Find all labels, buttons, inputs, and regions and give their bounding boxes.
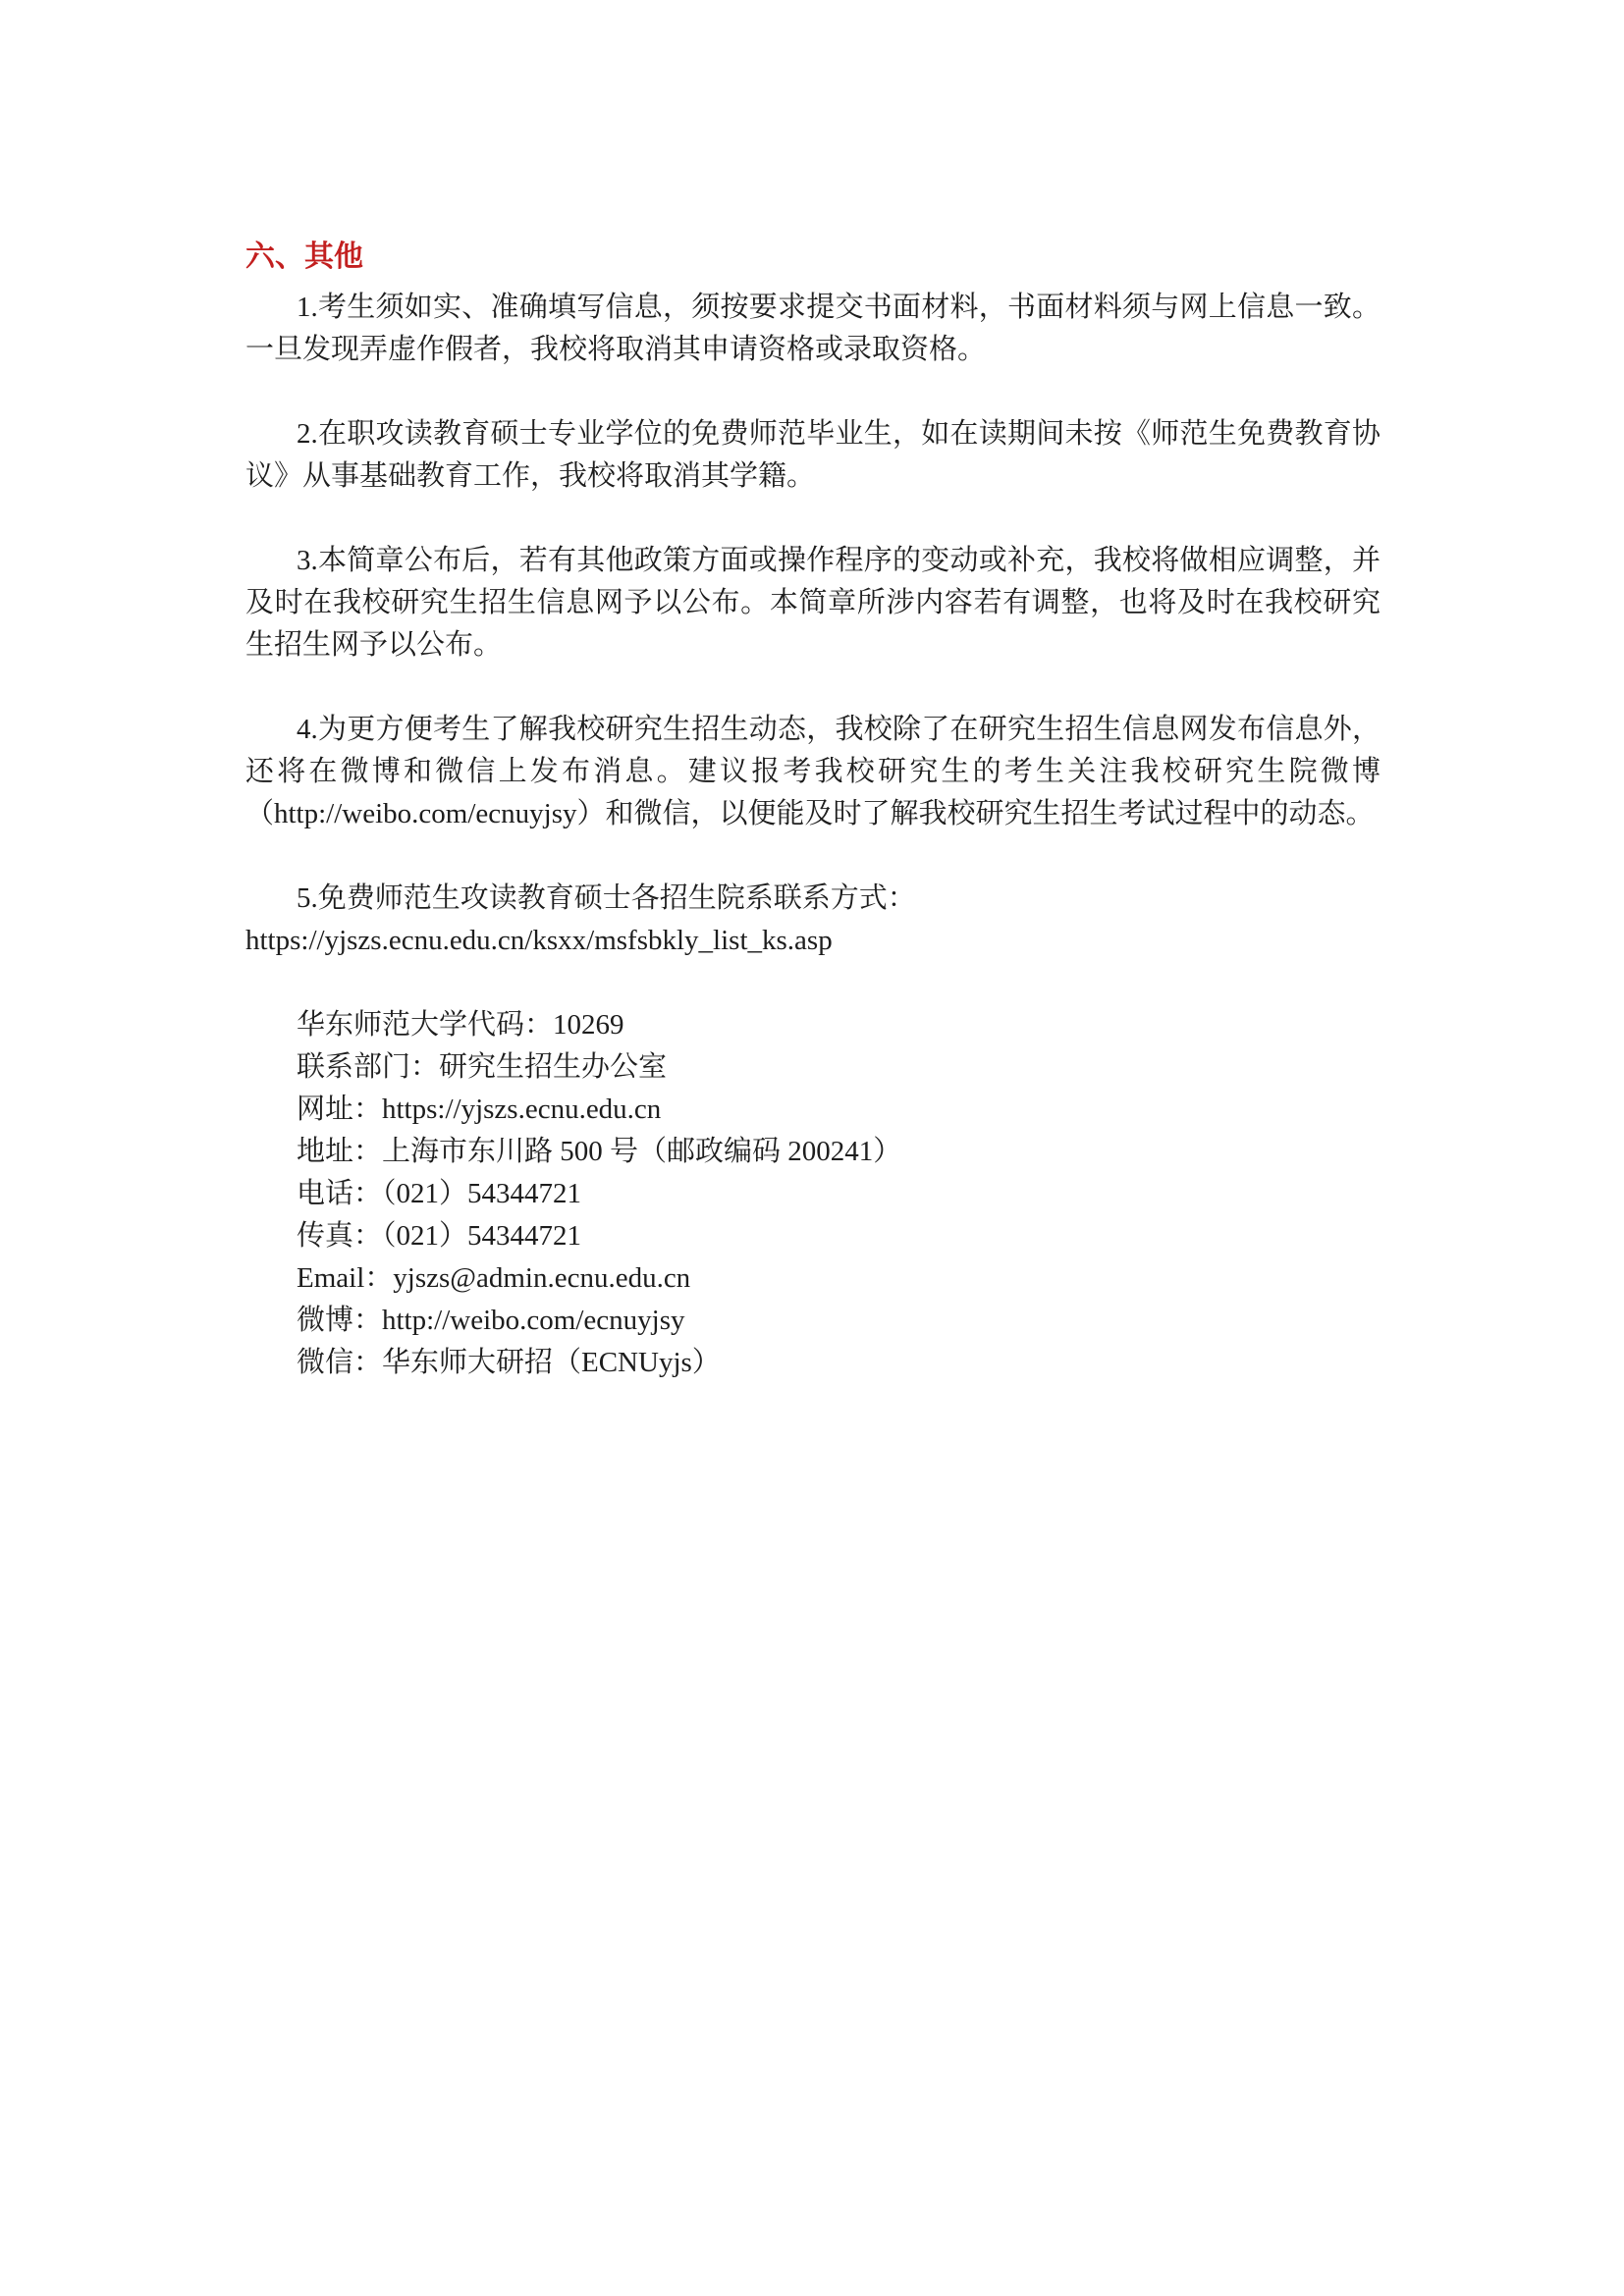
contact-line-phone: 电话：（021）54344721 (297, 1178, 582, 1209)
section-heading: 六、其他 (245, 240, 363, 273)
contact-line-wechat: 微信：华东师大研招（ECNUyjs） (297, 1347, 721, 1378)
contact-line-email: Email：yjszs@admin.ecnu.edu.cn (297, 1262, 691, 1294)
paragraph-4: 4.为更方便考生了解我校研究生招生动态，我校除了在研究生招生信息网发布信息外，还将在微博和微信上发布消息。建议报考我校研究生的考生关注我校研究生院微博（http://weibo.com/ecnuyjsy）和微信，以便能及时了解我校研究生招生考试过程中的动态。 (245, 714, 1380, 829)
contact-line-website: 网址：https://yjszs.ecnu.edu.cn (297, 1094, 662, 1125)
contact-info-block (245, 1004, 1380, 1384)
contact-line-department: 联系部门：研究生招生办公室 (297, 1051, 668, 1083)
contact-line-university-code: 华东师范大学代码：10269 (297, 1009, 624, 1041)
paragraph-2: 2.在职攻读教育硕士专业学位的免费师范毕业生，如在读期间未按《师范生免费教育协议》从事基础教育工作，我校将取消其学籍。 (245, 418, 1380, 492)
paragraph-1: 1.考生须如实、准确填写信息，须按要求提交书面材料，书面材料须与网上信息一致。一旦发现弄虚作假者，我校将取消其申请资格或录取资格。 (245, 292, 1380, 365)
contact-line-fax: 传真：（021）54344721 (297, 1220, 582, 1252)
paragraph-5: 5.免费师范生攻读教育硕士各招生院系联系方式： (297, 882, 916, 914)
department-contact-list-url: https://yjszs.ecnu.edu.cn/ksxx/msfsbkly_list_ks.asp (245, 925, 833, 956)
document-text-block (245, 236, 1380, 1384)
contact-line-weibo: 微博：http://weibo.com/ecnuyjsy (297, 1305, 685, 1336)
contact-line-address: 地址：上海市东川路 500 号（邮政编码 200241） (297, 1136, 902, 1167)
paragraph-3: 3.本简章公布后，若有其他政策方面或操作程序的变动或补充，我校将做相应调整，并及时在我校研究生招生信息网予以公布。本简章所涉内容若有调整，也将及时在我校研究生招生网予以公布。 (245, 545, 1380, 661)
